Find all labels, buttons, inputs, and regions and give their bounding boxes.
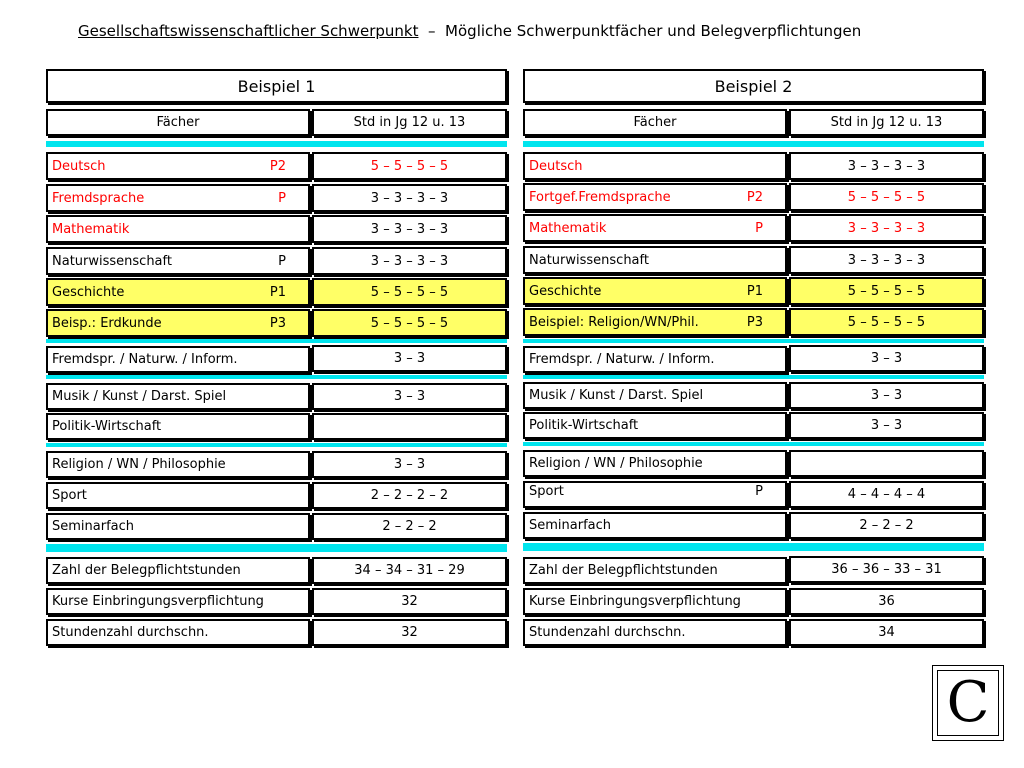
page-title xyxy=(78,22,978,40)
row-label: Fremdspr. / Naturw. / Inform. xyxy=(523,346,787,373)
separator xyxy=(523,375,984,379)
separator xyxy=(46,544,507,552)
row-value: 3 – 3 – 3 – 3 xyxy=(312,247,507,275)
row-label: Seminarfach xyxy=(523,512,787,539)
example-1-header: Beispiel 1 xyxy=(46,69,507,103)
row-value: 34 – 34 – 31 – 29 xyxy=(312,557,507,584)
row-value: 3 – 3 xyxy=(312,451,507,478)
row-label: Politik-Wirtschaft xyxy=(46,413,310,440)
row-label: Fremdspr. / Naturw. / Inform. xyxy=(46,346,310,373)
row-value: 3 – 3 xyxy=(789,382,984,409)
title-dash: – xyxy=(418,22,446,40)
row-label: Stundenzahl durchschn. xyxy=(46,619,310,646)
separator xyxy=(46,443,507,447)
row-label: Zahl der Belegpflichtstunden xyxy=(46,557,310,584)
row-value: 3 – 3 – 3 – 3 xyxy=(789,214,984,242)
row-label: Naturwissenschaft P xyxy=(46,247,310,275)
row-label: Politik-Wirtschaft xyxy=(523,412,787,439)
row-label: Sport xyxy=(46,482,310,509)
row-value: 2 – 2 – 2 xyxy=(312,513,507,540)
row-value: 3 – 3 – 3 – 3 xyxy=(789,246,984,274)
row-label: Fortgef.Fremdsprache P2 xyxy=(523,183,787,211)
row-label: Deutsch xyxy=(523,152,787,180)
row-value: 32 xyxy=(312,588,507,615)
row-value: 34 xyxy=(789,619,984,646)
row-value: 2 – 2 – 2 xyxy=(789,512,984,539)
col-subjects-header: Fächer xyxy=(523,109,787,136)
row-label: Naturwissenschaft xyxy=(523,246,787,274)
row-value: 36 xyxy=(789,588,984,615)
row-label: Deutsch P2 xyxy=(46,152,310,180)
row-label: Beispiel: Religion/WN/Phil. P3 xyxy=(523,308,787,336)
row-value: 5 – 5 – 5 – 5 xyxy=(312,152,507,180)
title-part1: Gesellschaftswissenschaftlicher Schwerpunkt xyxy=(78,22,419,40)
row-value: 4 – 4 – 4 – 4 xyxy=(789,481,984,508)
row-value: 2 – 2 – 2 – 2 xyxy=(312,482,507,509)
row-value: 3 – 3 xyxy=(312,383,507,410)
row-label: Kurse Einbringungsverpflichtung xyxy=(46,588,310,615)
row-value: 3 – 3 – 3 – 3 xyxy=(312,184,507,212)
row-label: Mathematik P xyxy=(523,214,787,242)
col-subjects-header: Fächer xyxy=(46,109,310,136)
row-label: Religion / WN / Philosophie xyxy=(46,451,310,478)
row-value: 36 – 36 – 33 – 31 xyxy=(789,556,984,583)
separator xyxy=(523,339,984,343)
row-value: 5 – 5 – 5 – 5 xyxy=(312,278,507,306)
separator xyxy=(46,141,507,147)
row-value: 3 – 3 xyxy=(789,412,984,439)
row-value xyxy=(312,413,507,440)
row-label: Sport P xyxy=(523,481,787,508)
separator xyxy=(523,442,984,446)
row-label: Geschichte P1 xyxy=(523,277,787,305)
title-part2: Mögliche Schwerpunktfächer und Belegverpflichtungen xyxy=(445,22,862,40)
col-hours-header: Std in Jg 12 u. 13 xyxy=(789,109,984,136)
row-label: Mathematik xyxy=(46,215,310,243)
separator xyxy=(46,339,507,343)
row-value: 3 – 3 xyxy=(312,345,507,372)
row-value: 5 – 5 – 5 – 5 xyxy=(789,308,984,336)
row-label: Musik / Kunst / Darst. Spiel xyxy=(46,383,310,410)
row-value: 3 – 3 – 3 – 3 xyxy=(312,215,507,243)
row-label: Beisp.: Erdkunde P3 xyxy=(46,309,310,337)
separator xyxy=(523,141,984,147)
separator xyxy=(46,375,507,379)
row-value xyxy=(789,450,984,477)
separator xyxy=(523,543,984,551)
logo-letter: C xyxy=(937,670,999,736)
logo xyxy=(932,665,1004,741)
row-label: Seminarfach xyxy=(46,513,310,540)
row-label: Zahl der Belegpflichtstunden xyxy=(523,557,787,584)
row-value: 3 – 3 xyxy=(789,345,984,372)
row-label: Kurse Einbringungsverpflichtung xyxy=(523,588,787,615)
example-2-header: Beispiel 2 xyxy=(523,69,984,103)
row-label: Musik / Kunst / Darst. Spiel xyxy=(523,382,787,409)
row-label: Fremdsprache P xyxy=(46,184,310,212)
row-value: 32 xyxy=(312,619,507,646)
row-label: Geschichte P1 xyxy=(46,278,310,306)
row-label: Stundenzahl durchschn. xyxy=(523,619,787,646)
col-hours-header: Std in Jg 12 u. 13 xyxy=(312,109,507,136)
row-value: 5 – 5 – 5 – 5 xyxy=(789,183,984,211)
row-value: 5 – 5 – 5 – 5 xyxy=(789,277,984,305)
row-value: 3 – 3 – 3 – 3 xyxy=(789,152,984,180)
row-label: Religion / WN / Philosophie xyxy=(523,450,787,477)
row-value: 5 – 5 – 5 – 5 xyxy=(312,309,507,337)
